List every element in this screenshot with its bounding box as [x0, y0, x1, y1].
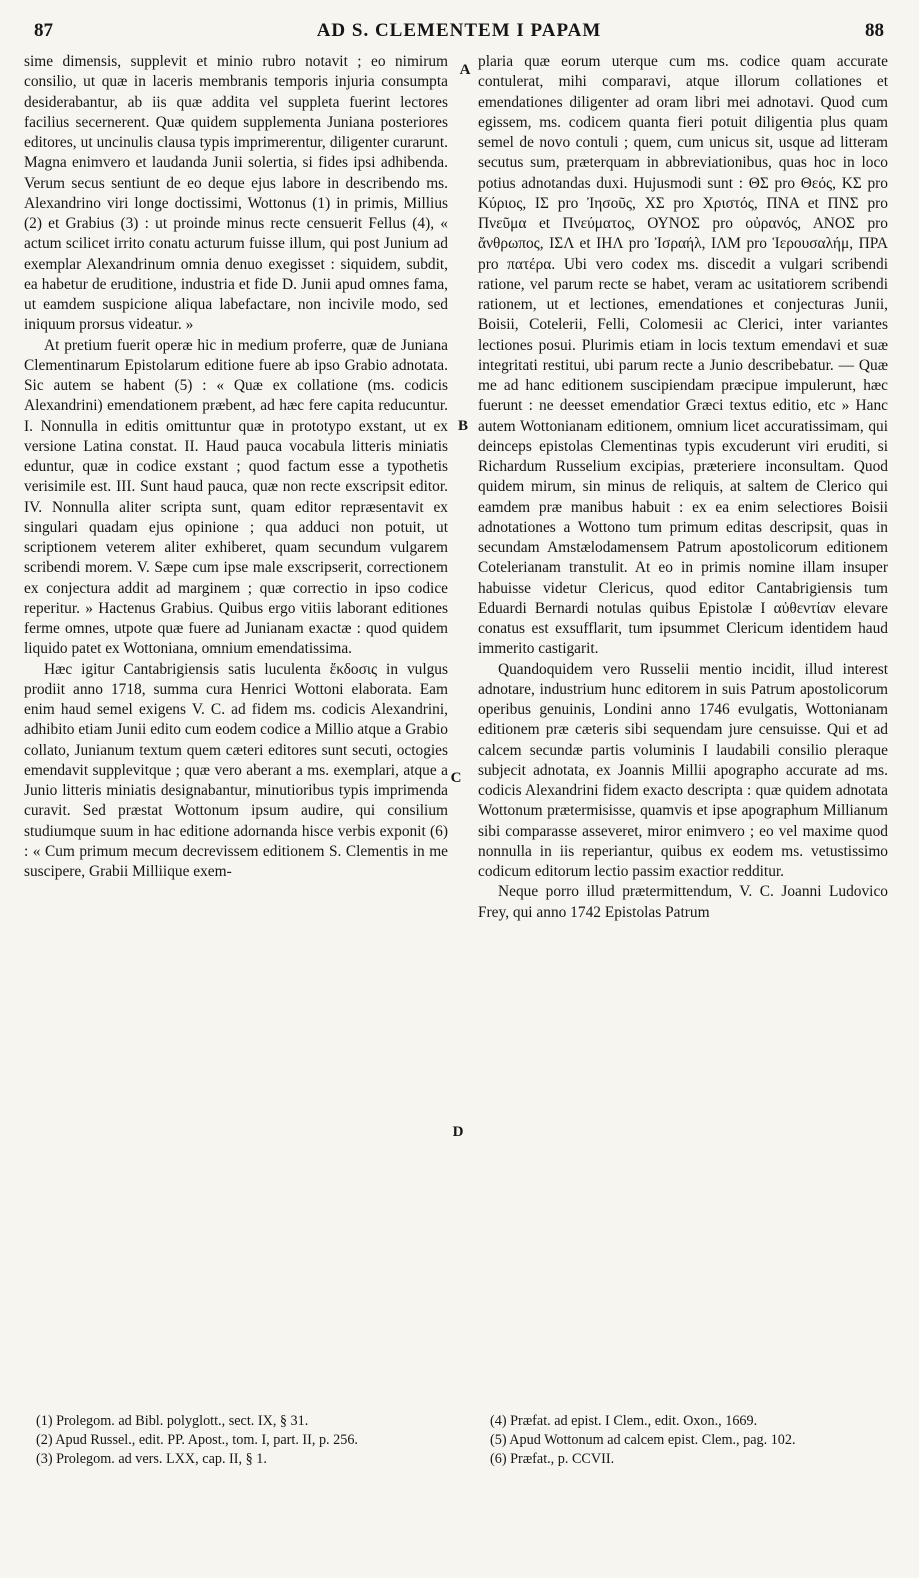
footnote: (2) Apud Russel., edit. PP. Apost., tom. I, part. II, p. 256.	[36, 1432, 358, 1448]
right-column	[478, 52, 888, 923]
running-title: AD S. CLEMENTEM I PAPAM	[316, 20, 602, 41]
footnote: (6) Præfat., p. CCVII.	[490, 1451, 615, 1467]
footnote: (4) Præfat. ad epist. I Clem., edit. Oxon., 1669.	[490, 1413, 758, 1429]
margin-letter-d: D	[452, 1124, 464, 1140]
footnotes-left	[24, 1412, 448, 1469]
page-number-left: 87	[34, 20, 53, 41]
page-header	[34, 20, 884, 48]
margin-letter-b: B	[457, 418, 468, 434]
footnotes-right	[478, 1412, 888, 1469]
paragraph: Neque porro illud prætermittendum, V. C. Joanni Ludovico Frey, qui anno 1742 Epistolas Patrum	[478, 883, 888, 921]
footnote: (5) Apud Wottonum ad calcem epist. Clem., pag. 102.	[490, 1432, 796, 1448]
page-number-right: 88	[865, 20, 884, 41]
paragraph: At pretium fuerit operæ hic in medium proferre, quæ de Juniana Clementinarum Epistolarum editione fuere ab ipso Grabio adnotata. Sic autem se habent (5) : « Quæ ex collatione (ms. codicis Alexandrini) emendationem præbent, ad hæc fere capita reducuntur. I. Nonnulla in editis omittuntur quæ in prototypo exstant, ut ex versione Latina constat. II. Haud pauca vocabula litteris miniatis eduntur, quæ in codice exstant ; quod factum esse a typothetis verisimile est. III. Sunt haud pauca, quæ non recte exscripsit editor. IV. Nonnulla aliter scripta sunt, quam editor repræsentavit ex singulari quadam ejus opinione ; qua adduci non potuit, ut scriptionem veterem aliter exhiberet, quam secundum vulgarem scribendi morem. V. Sæpe cum ipse male exscripserit, correctionem ex conjectura addit ad marginem ; quæ correctio in ipso codice reperitur. » Hactenus Grabius. Quibus ergo vitiis laborant editiones ferme omnes, utpote quæ fuere ad Junianam exactæ : quod quidem liquido patet ex Wottoniana, omnium emendatissima.	[24, 336, 448, 658]
footnote: (1) Prolegom. ad Bibl. polyglott., sect. IX, § 31.	[36, 1413, 309, 1429]
paragraph: Hæc igitur Cantabrigiensis satis luculenta ἔκδοσις in vulgus prodiit anno 1718, summa cura Henrici Wottoni elaborata. Eam enim haud semel exigens V. C. ad fidem ms. codicis Alexandrini, adhibito etiam Junii edito cum eodem codice a Millio atque a Grabio collato, Junianum textum quem cæteri editores sunt secuti, octogies emendavit supplevitque ; quæ vero aberant a ms. exemplari, atque a Junio litteris miniatis designabantur, minutioribus typis imprimenda curavit. Sed præstat Wottonum ipsum audire, qui consilium studiumque suum in hac editione adornanda hisce verbis exponit (6) : « Cum primum mecum decrevissem editionem S. Clementis in me suscipere, Grabii Milliique exem-	[24, 660, 448, 880]
margin-letter-c: C	[450, 770, 462, 786]
left-column	[24, 52, 448, 882]
paragraph: plaria quæ eorum uterque cum ms. codice quam accurate contulerat, mihi comparavi, atque illorum collationes et emendationes diligenter ad oram libri mei adnotavi. Quod cum egissem, ms. codicem quanta fieri potuit diligentia plus quam semel de novo contuli ; quem, cum unicus sit, usque ad litteram secutus sum, præterquam in abbreviationibus, quas hoc in loco potius adnotandas duxi. Hujusmodi sunt : ΘΣ pro Θεός, ΚΣ pro Κύριος, ΙΣ pro Ἰησοῦς, ΧΣ pro Χριστός, ΠΝΑ et ΠΝΣ pro Πνεῦμα et Πνεύματος, ΟΥΝΟΣ pro οὐρανός, ΑΝΟΣ pro ἄνθρωπος, ΙΣΛ et ΙΗΛ pro Ἰσραήλ, ΙΛΜ pro Ἱερουσαλήμ, ΠΡΑ pro πατέρα. Ubi vero codex ms. discedit a vulgari scribendi ratione, vel parum recte se habet, veram ac usitatiorem scribendi rationem, ut et lectiones, emendationes et conjecturas Junii, Boisii, Cotelerii, Felli, Colomesii ac Clerici, inter variantes lectiones posui. Plurimis etiam in locis textum emendavi et suæ integritati restitui, ubi parum recte a Junio describebatur. — Quæ me ad hanc editionem suscipiendam præcipue impulerunt, hæc fuerunt : ne deesset emendatior Græci textus editio, etc » Hanc autem Wottonianam editionem, omnium licet accuratissimam, qui deinceps epistolas Clementinas typis excuderunt viri eruditi, si Richardum Russelium excipias, præteriere inconsultam. Quod quidem mirum, sin minus de reliquis, at saltem de Clerico qui eamdem præ manibus habuit : ex ea enim selectiores Boisii adnotationes a Wottono tum primum editas descripsit, quas in secundam Amstælodamensem Patrum apostolicorum editionem Cotelerianam transtulit. At eo in primis nomine illam insuper habuisse videtur Clericus, quod editor Cantabrigiensis tum Eduardi Bernardi notulas quibus Epistolæ I αὐθεντίαν elevare conatus est exsufflarit, tum ipsummet Clericum identidem haud immerito castigarit.	[478, 53, 888, 658]
margin-letter-a: A	[459, 62, 471, 78]
paragraph: Quandoquidem vero Russelii mentio incidit, illud interest adnotare, industrium hunc editorem in suis Patrum apostolicorum operibus genuinis, Londini anno 1746 evulgatis, Wottonianam editionem præ cæteris sibi sequendam jure censuisse. Qui et ad calcem secundæ partis voluminis I laudabili consilio pleraque subjecit adnotata, ex Joannis Millii apographo accurate ad ms. codicis Alexandrini fidem exacto descripta : quæ quidem adnotata Wottonum prætermisisse, quamvis et ipse apographum Millianum sibi comparasse asseveret, miror enimvero ; eo vel maxime quod nonnulla in iis reperiantur, quibus ex eodem ms. vetustissimo codicum editorum lectio passim exactior redditur.	[478, 660, 888, 880]
footnote: (3) Prolegom. ad vers. LXX, cap. II, § 1.	[36, 1451, 267, 1467]
paragraph: sime dimensis, supplevit et minio rubro notavit ; eo nimirum consilio, ut quæ in laceris membranis temporis injuria consumpta desiderabantur, ab iis quæ addita vel suppleta fuerint lectores facilius secernerent. Quæ quidem supplementa Juniana posteriores editores, ut uncinulis clausa typis imprimerentur, diligenter curarunt. Magna enimvero et laudanda Junii solertia, si fides ipsi adhibenda. Verum secus sentiunt de eo deque ejus labore in describendo ms. Alexandrino viri longe doctissimi, Wottonus (1) in primis, Millius (2) et Grabius (3) : ut proinde minus recte censuerit Fellus (4), « actum scilicet irrito conatu acturum fuisse illum, qui post Junium ad exemplar Alexandrinum omnia denuo exegisset : siquidem, subdit, ea habetur de eruditione, industria et fide D. Junii apud omnes fama, ut eamdem suspicione aliqua labefactare, non incivile modo, sed iniquum prorsus videatur. »	[24, 53, 448, 334]
